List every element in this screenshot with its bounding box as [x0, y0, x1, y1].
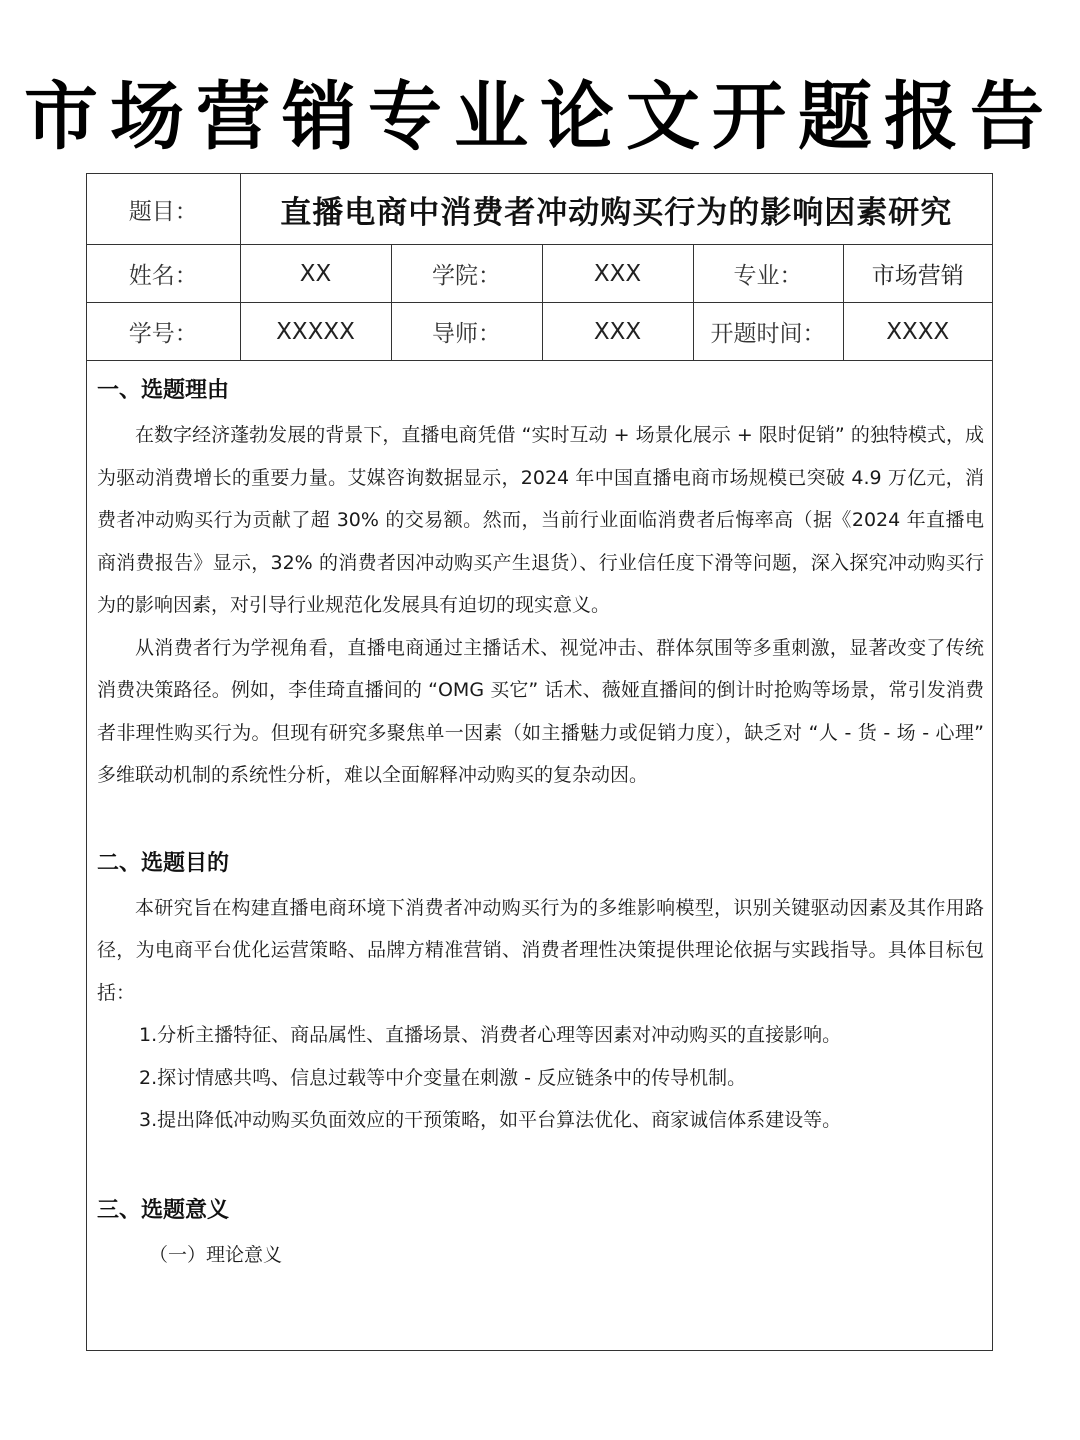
section-heading-reason: 一、选题理由 [97, 378, 230, 403]
name-label: 姓名： [87, 245, 240, 303]
college-value: XXX [542, 245, 693, 303]
table-row-student [87, 245, 992, 303]
info-table [87, 174, 992, 361]
report-frame [86, 173, 993, 1351]
paragraph: 从消费者行为学视角看，直播电商通过主播话术、视觉冲击、群体氛围等多重刺激，显著改变了传统消费决策路径。例如，李佳琦直播间的 “OMG 买它” 话术、薇娅直播间的倒计时抢购等场景，常引发消费者非理性购买行为。但现有研究多聚焦单一因素（如主播魅力或促销力度），缺乏对 “人 - 货 - 场 - 心理” 多维联动机制的系统性分析，难以全面解释冲动购买的复杂动因。 [97, 636, 984, 786]
college-label: 学院： [391, 245, 542, 303]
paragraph: 在数字经济蓬勃发展的背景下，直播电商凭借 “实时互动 + 场景化展示 + 限时促销” 的独特模式，成为驱动消费增长的重要力量。艾媒咨询数据显示，2024 年中国直播电商市场规模已突破 4.9 万亿元，消费者冲动购买行为贡献了超 30% 的交易额。然而，当前行业面临消费者后悔率高（据《2024 年直播电商消费报告》显示，32% 的消费者因冲动购买产生退货）、行业信任度下滑等问题，深入探究冲动购买行为的影响因素，对引导行业规范化发展具有迫切的现实意义。 [97, 424, 984, 616]
paragraph: 本研究旨在构建直播电商环境下消费者冲动购买行为的多维影响模型，识别关键驱动因素及其作用路径，为电商平台优化运营策略、品牌方精准营销、消费者理性决策提供理论依据与实践指导。具体目标包括： [97, 896, 984, 1004]
subsection-heading: （一）理论意义 [149, 1243, 283, 1266]
student-id-label: 学号： [87, 303, 240, 361]
proposal-date-label: 开题时间： [693, 303, 843, 361]
section-heading-significance: 三、选题意义 [97, 1197, 230, 1223]
topic-label: 题目： [87, 174, 240, 245]
major-value: 市场营销 [843, 245, 992, 303]
advisor-value: XXX [542, 303, 693, 361]
report-body [97, 362, 984, 1276]
table-row-id [87, 303, 992, 361]
advisor-label: 导师： [391, 303, 542, 361]
list-item: 2.探讨情感共鸣、信息过载等中介变量在刺激 - 反应链条中的传导机制。 [139, 1066, 747, 1089]
list-item: 1.分析主播特征、商品属性、直播场景、消费者心理等因素对冲动购买的直接影响。 [139, 1024, 842, 1046]
section-heading-purpose: 二、选题目的 [97, 850, 230, 876]
list-item: 3.提出降低冲动购买负面效应的干预策略，如平台算法优化、商家诚信体系建设等。 [139, 1109, 842, 1131]
page-title: 市场营销专业论文开题报告 [24, 74, 1056, 160]
table-row-topic [87, 174, 992, 245]
student-id-value: XXXXX [240, 303, 391, 361]
major-label: 专业： [693, 245, 843, 303]
topic-value: 直播电商中消费者冲动购买行为的影响因素研究 [240, 174, 992, 245]
name-value: XX [240, 245, 391, 303]
proposal-date-value: XXXX [843, 303, 992, 361]
